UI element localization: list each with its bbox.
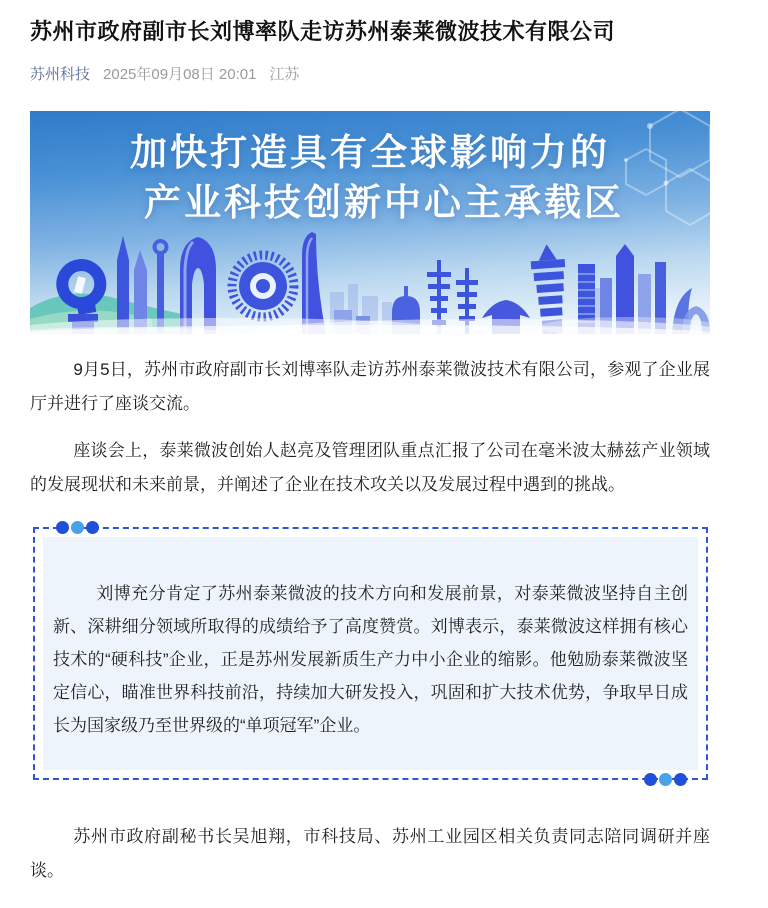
banner-image[interactable] bbox=[30, 111, 710, 334]
city-skyline-illustration bbox=[30, 222, 710, 334]
banner-headline bbox=[30, 111, 710, 228]
dot-dark-icon bbox=[674, 773, 687, 786]
closing-paragraph: 苏州市政府副秘书长吴旭翔，市科技局、苏州工业园区相关负责同志陪同调研并座谈。 bbox=[30, 826, 710, 880]
dot-light-icon bbox=[71, 521, 84, 534]
publish-date: 2025年09月08日 20:01 bbox=[103, 65, 257, 83]
highlight-quote-box bbox=[33, 527, 708, 780]
body-paragraph-1: 9月5日，苏州市政府副市长刘博率队走访苏州泰莱微波技术有限公司，参观了企业展厅并进行了座谈交流。 bbox=[30, 359, 710, 413]
ornament-dots-top-icon bbox=[56, 521, 99, 534]
banner-headline-line1: 加快打造具有全球影响力的 bbox=[130, 131, 610, 173]
dot-light-icon bbox=[659, 773, 672, 786]
dot-dark-icon bbox=[86, 521, 99, 534]
dot-dark-icon bbox=[644, 773, 657, 786]
quote-text: 刘博充分肯定了苏州泰莱微波的技术方向和发展前景，对泰莱微波坚持自主创新、深耕细分领域所取得的成绩给予了高度赞赏。刘博表示，泰莱微波这样拥有核心技术的“硬科技”企业，正是苏州发展新质生产力中小企业的缩影。他勉励泰莱微波坚定信心，瞄准世界科技前沿，持续加大研发投入，巩固和扩大技术优势，争取早日成长为国家级乃至世界级的“单项冠军”企业。 bbox=[53, 583, 688, 735]
account-name-link[interactable]: 苏州科技 bbox=[30, 65, 91, 83]
ornament-dots-bottom-icon bbox=[644, 773, 687, 786]
quote-panel bbox=[43, 537, 698, 770]
banner-headline-line2: 产业科技创新中心主承载区 bbox=[144, 181, 624, 223]
publish-location: 江苏 bbox=[269, 65, 300, 83]
article-title: 苏州市政府副市长刘博率队走访苏州泰莱微波技术有限公司 bbox=[30, 19, 616, 44]
byline bbox=[30, 63, 710, 84]
body-paragraph-2: 座谈会上，泰莱微波创始人赵亮及管理团队重点汇报了公司在毫米波太赫兹产业领域的发展现状和未来前景，并阐述了企业在技术攻关以及发展过程中遇到的挑战。 bbox=[30, 440, 710, 494]
dot-dark-icon bbox=[56, 521, 69, 534]
